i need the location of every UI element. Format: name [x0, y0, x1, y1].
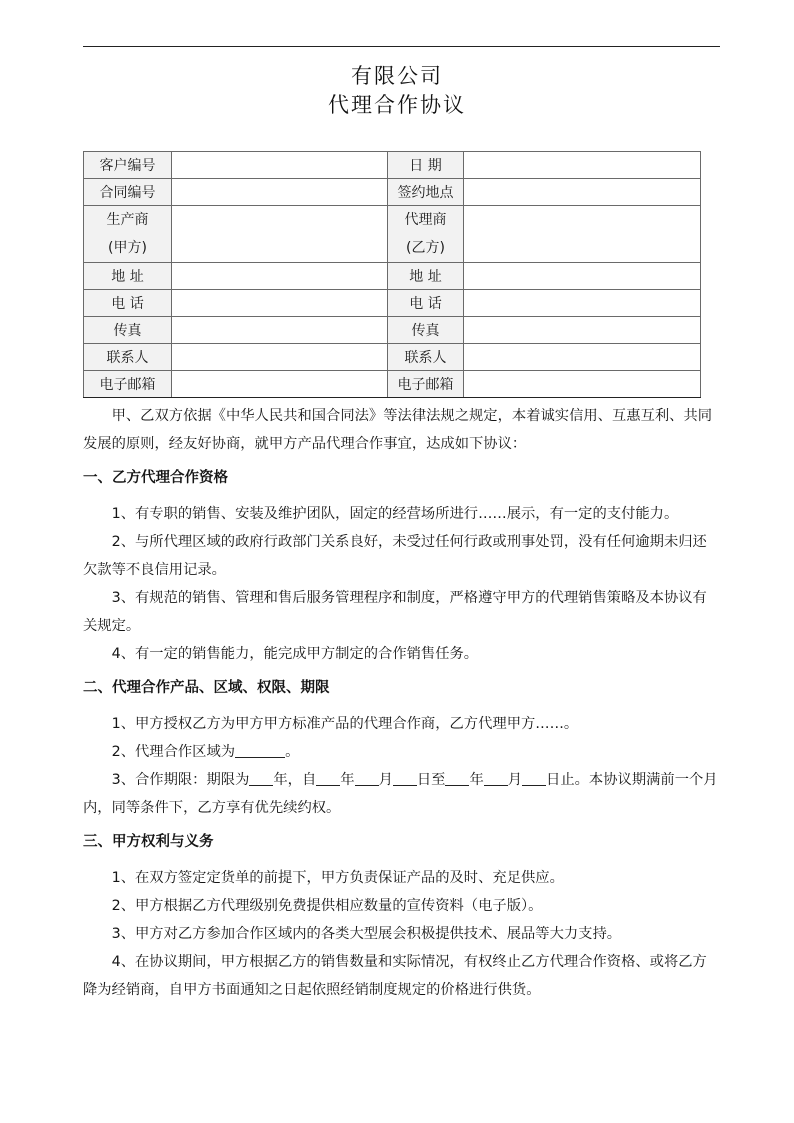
section-heading-2: 二、代理合作产品、区域、权限、期限	[83, 680, 330, 696]
clause-2-3	[83, 766, 720, 822]
end-month-blank[interactable]	[484, 769, 508, 786]
clause-2-1: 1、甲方授权乙方为甲方甲方标准产品的代理合作商，乙方代理甲方……。	[111, 716, 579, 732]
clause-2-3-part: 年	[469, 772, 484, 788]
table-row	[84, 371, 701, 398]
label-agent-line1: 代理商	[404, 212, 447, 228]
label-customer-no: 客户编号	[84, 152, 172, 179]
clause-2-3-part: 日止。本协议期满前一个月内，同等条件下，乙方享有优先续约权。	[83, 772, 718, 816]
field-phone-b[interactable]	[464, 290, 701, 317]
label-contract-no: 合同编号	[84, 179, 172, 206]
start-year-blank[interactable]	[316, 769, 340, 786]
region-blank[interactable]	[235, 741, 285, 758]
clause-1-3: 3、有规范的销售、管理和售后服务管理程序和制度，严格遵守甲方的代理销售策略及本协议有关规定。	[83, 590, 707, 634]
label-phone-a: 电 话	[84, 290, 172, 317]
header-rule	[83, 46, 720, 47]
label-address-a: 地 址	[84, 263, 172, 290]
field-manufacturer[interactable]	[172, 206, 388, 263]
table-row	[84, 206, 701, 263]
field-agent[interactable]	[464, 206, 701, 263]
clause-1-2: 2、与所代理区域的政府行政部门关系良好，未受过任何行政或刑事处罚，没有任何逾期未归还欠款等不良信用记录。	[83, 534, 707, 578]
clause-3-4: 4、在协议期间，甲方根据乙方的销售数量和实际情况，有权终止乙方代理合作资格、或将乙方降为经销商，自甲方书面通知之日起依照经销制度规定的价格进行供货。	[83, 954, 707, 998]
field-contact-a[interactable]	[172, 344, 388, 371]
clause-2-3-part: 月	[507, 772, 523, 788]
clause-1-1: 1、有专职的销售、安装及维护团队，固定的经营场所进行……展示，有一定的支付能力。	[111, 506, 679, 522]
label-signing-place: 签约地点	[388, 179, 464, 206]
end-day-blank[interactable]	[522, 769, 546, 786]
label-contact-b: 联系人	[388, 344, 464, 371]
agreement-body	[83, 402, 720, 1004]
field-fax-a[interactable]	[172, 317, 388, 344]
clause-3-3: 3、甲方对乙方参加合作区域内的各类大型展会积极提供技术、展品等大力支持。	[111, 926, 622, 942]
field-date[interactable]	[464, 152, 701, 179]
intro-paragraph: 甲、乙双方依据《中华人民共和国合同法》等法律法规之规定，本着诚实信用、互惠互利、共同发展的原则，经友好协商，就甲方产品代理合作事宜，达成如下协议：	[83, 408, 713, 452]
clause-2-3-part: 年，自	[273, 772, 317, 788]
end-year-blank[interactable]	[445, 769, 469, 786]
field-contact-b[interactable]	[464, 344, 701, 371]
label-contact-a: 联系人	[84, 344, 172, 371]
label-address-b: 地 址	[388, 263, 464, 290]
clause-2-3-part: 月	[378, 772, 393, 788]
field-email-a[interactable]	[172, 371, 388, 398]
clause-3-1: 1、在双方签定定货单的前提下，甲方负责保证产品的及时、充足供应。	[111, 870, 564, 886]
label-manufacturer-line1: 生产商	[106, 212, 149, 228]
clause-2-2-text: 2、代理合作区域为	[111, 744, 236, 760]
label-manufacturer-line2: (甲方)	[108, 240, 147, 256]
label-fax-a: 传真	[84, 317, 172, 344]
label-email-a: 电子邮箱	[84, 371, 172, 398]
party-info-table	[83, 151, 701, 398]
field-fax-b[interactable]	[464, 317, 701, 344]
table-row	[84, 152, 701, 179]
label-agent	[388, 206, 464, 263]
clause-2-2	[83, 738, 720, 766]
start-day-blank[interactable]	[393, 769, 417, 786]
table-row	[84, 290, 701, 317]
table-row	[84, 179, 701, 206]
field-address-b[interactable]	[464, 263, 701, 290]
label-date: 日 期	[388, 152, 464, 179]
field-signing-place[interactable]	[464, 179, 701, 206]
table-row	[84, 344, 701, 371]
table-row	[84, 317, 701, 344]
start-month-blank[interactable]	[355, 769, 379, 786]
label-fax-b: 传真	[388, 317, 464, 344]
clause-2-3-part: 年	[340, 772, 355, 788]
label-agent-line2: (乙方)	[406, 240, 445, 256]
field-customer-no[interactable]	[172, 152, 388, 179]
label-phone-b: 电 话	[388, 290, 464, 317]
table-row	[84, 263, 701, 290]
clause-1-4: 4、有一定的销售能力，能完成甲方制定的合作销售任务。	[111, 646, 479, 662]
term-years-blank[interactable]	[249, 769, 273, 786]
clause-2-3-part: 日至	[416, 772, 446, 788]
document-title	[0, 62, 794, 120]
field-contract-no[interactable]	[172, 179, 388, 206]
field-address-a[interactable]	[172, 263, 388, 290]
label-manufacturer	[84, 206, 172, 263]
title-agreement: 代理合作协议	[328, 93, 466, 117]
clause-2-3-text: 3、合作期限：期限为	[111, 772, 250, 788]
field-phone-a[interactable]	[172, 290, 388, 317]
title-company: 有限公司	[351, 64, 443, 88]
clause-2-2-suffix: 。	[285, 744, 300, 760]
field-email-b[interactable]	[464, 371, 701, 398]
section-heading-3: 三、甲方权利与义务	[83, 834, 214, 850]
clause-3-2: 2、甲方根据乙方代理级别免费提供相应数量的宣传资料（电子版）。	[111, 898, 543, 914]
label-email-b: 电子邮箱	[388, 371, 464, 398]
section-heading-1: 一、乙方代理合作资格	[83, 470, 228, 486]
